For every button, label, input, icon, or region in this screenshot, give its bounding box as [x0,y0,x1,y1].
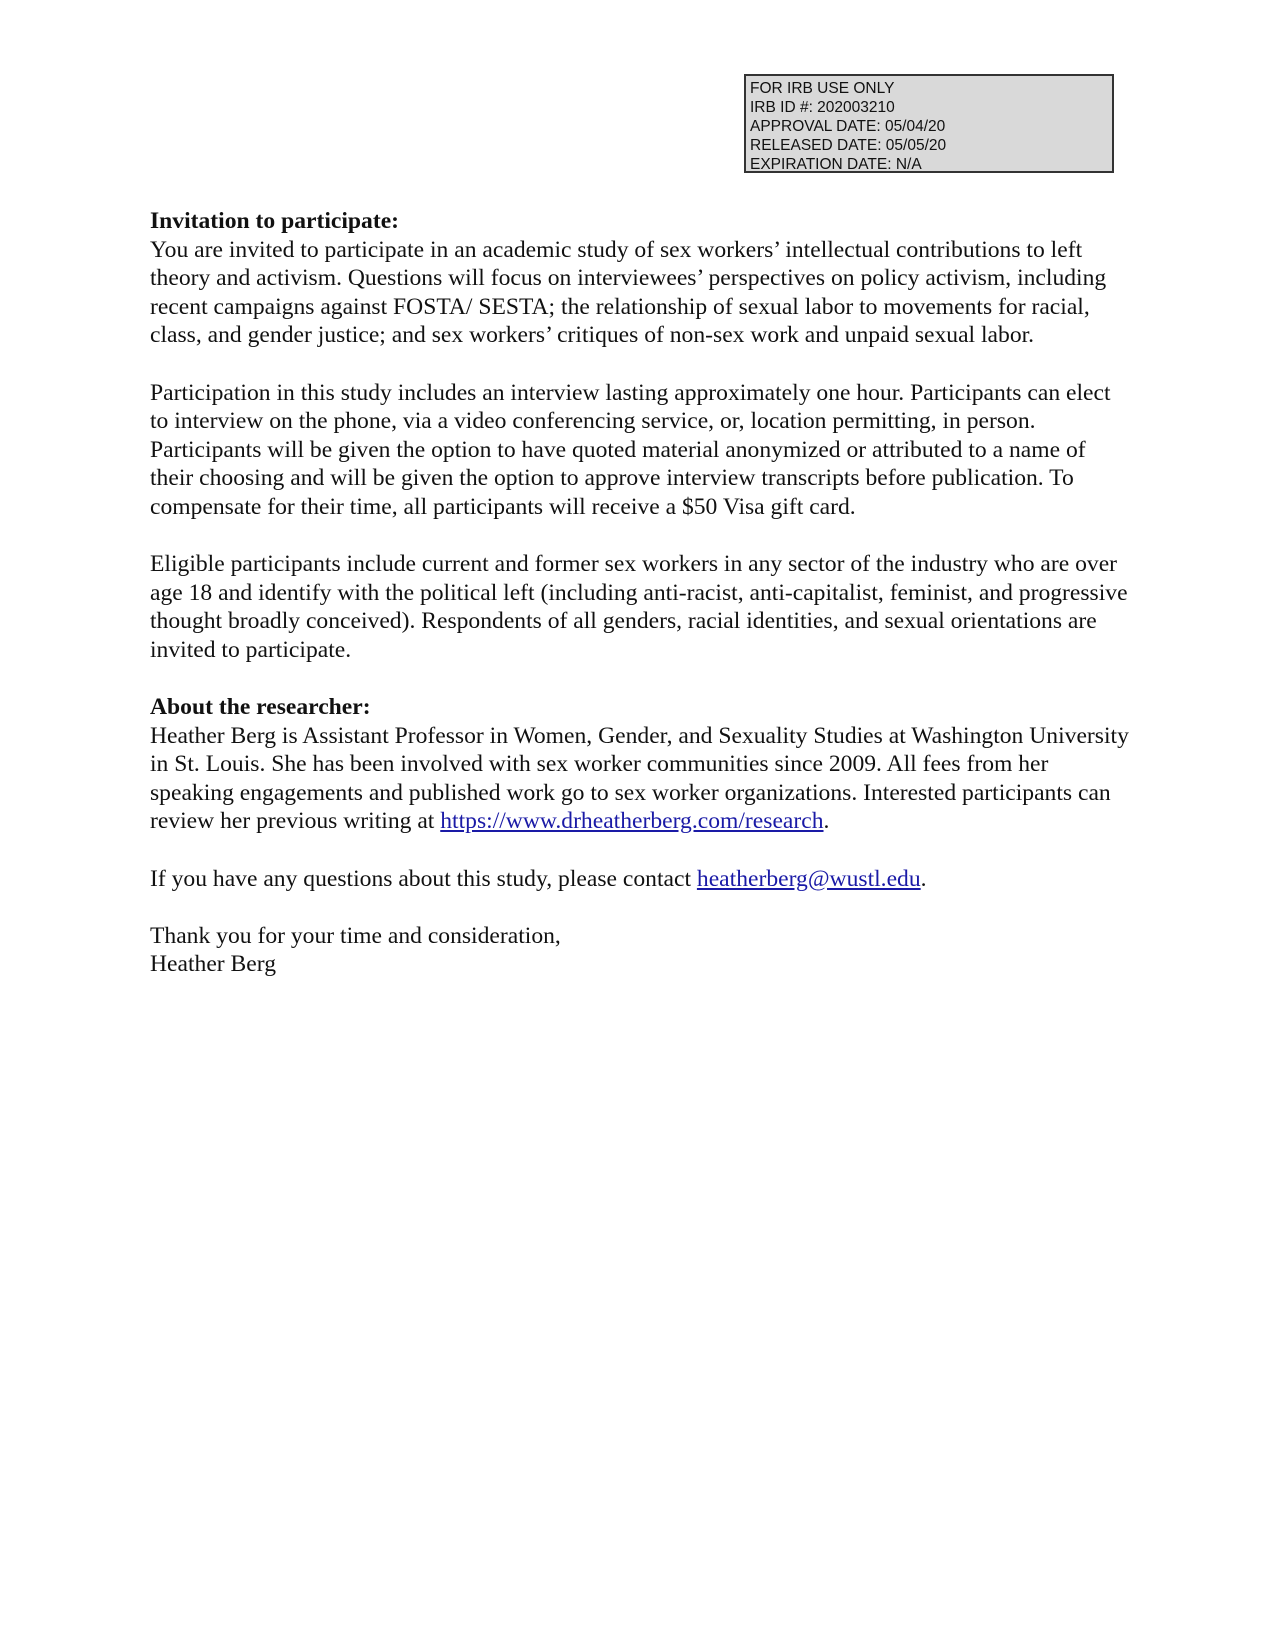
letter-body [150,207,1130,979]
researcher-bio: Heather Berg is Assistant Professor in Women, Gender, and Sexuality Studies at Washington University in St. Louis. She has been involved with sex worker communities since 2009. All fees from her speaking engagements and published work go to sex worker organizations. Interested participants can review her previous writing at [150,722,1129,835]
irb-stamp [744,74,1114,173]
irb-approval-date: APPROVAL DATE: 05/04/20 [750,118,946,135]
researcher-heading: About the researcher: [150,694,371,721]
researcher-bio-end: . [823,808,830,835]
signoff [150,922,1130,979]
research-link[interactable]: https://www.drheatherberg.com/research [440,808,824,835]
contact-email-link[interactable]: heatherberg@wustl.edu [696,865,921,892]
irb-id: IRB ID #: 202003210 [750,99,895,116]
invitation-paragraph-2: Participation in this study includes an interview lasting approximately one hour. Participants can elect to interview on the phone, via a video conferencing service, or, location permitting, in person. Participants will be given the option to have quoted material anonymized or attributed to a name of their choosing and will be given the option to approve interview transcripts before publication. To compensate for their time, all participants will receive a $50 Visa gift card. [150,379,1111,520]
researcher-paragraph [150,693,1130,836]
closing-thanks: Thank you for your time and consideration, [150,922,561,949]
contact-text: If you have any questions about this study, please contact [150,865,697,892]
invitation-text-1: You are invited to participate in an academic study of sex workers’ intellectual contributions to left theory and activism. Questions will focus on interviewees’ perspectives on policy activism, including recent campaigns against FOSTA/ SESTA; the relationship of sexual labor to movements for racial, class, and gender justice; and sex workers’ critiques of non-sex work and unpaid sexual labor. [150,236,1107,349]
contact-paragraph [150,865,1130,894]
invitation-paragraph-3: Eligible participants include current and former sex workers in any sector of the industry who are over age 18 and identify with the political left (including anti-racist, anti-capitalist, feminist, and progressive thought broadly conceived). Respondents of all genders, racial identities, and sexual orientations are invited to participate. [150,551,1128,663]
invitation-heading: Invitation to participate: [150,208,400,234]
invitation-paragraph-1 [150,207,1130,350]
irb-released-date: RELEASED DATE: 05/05/20 [750,137,947,154]
contact-end: . [920,865,927,892]
signature-name: Heather Berg [150,951,276,978]
irb-use-only: FOR IRB USE ONLY [750,80,895,97]
irb-expiration-date: EXPIRATION DATE: N/A [750,156,922,173]
